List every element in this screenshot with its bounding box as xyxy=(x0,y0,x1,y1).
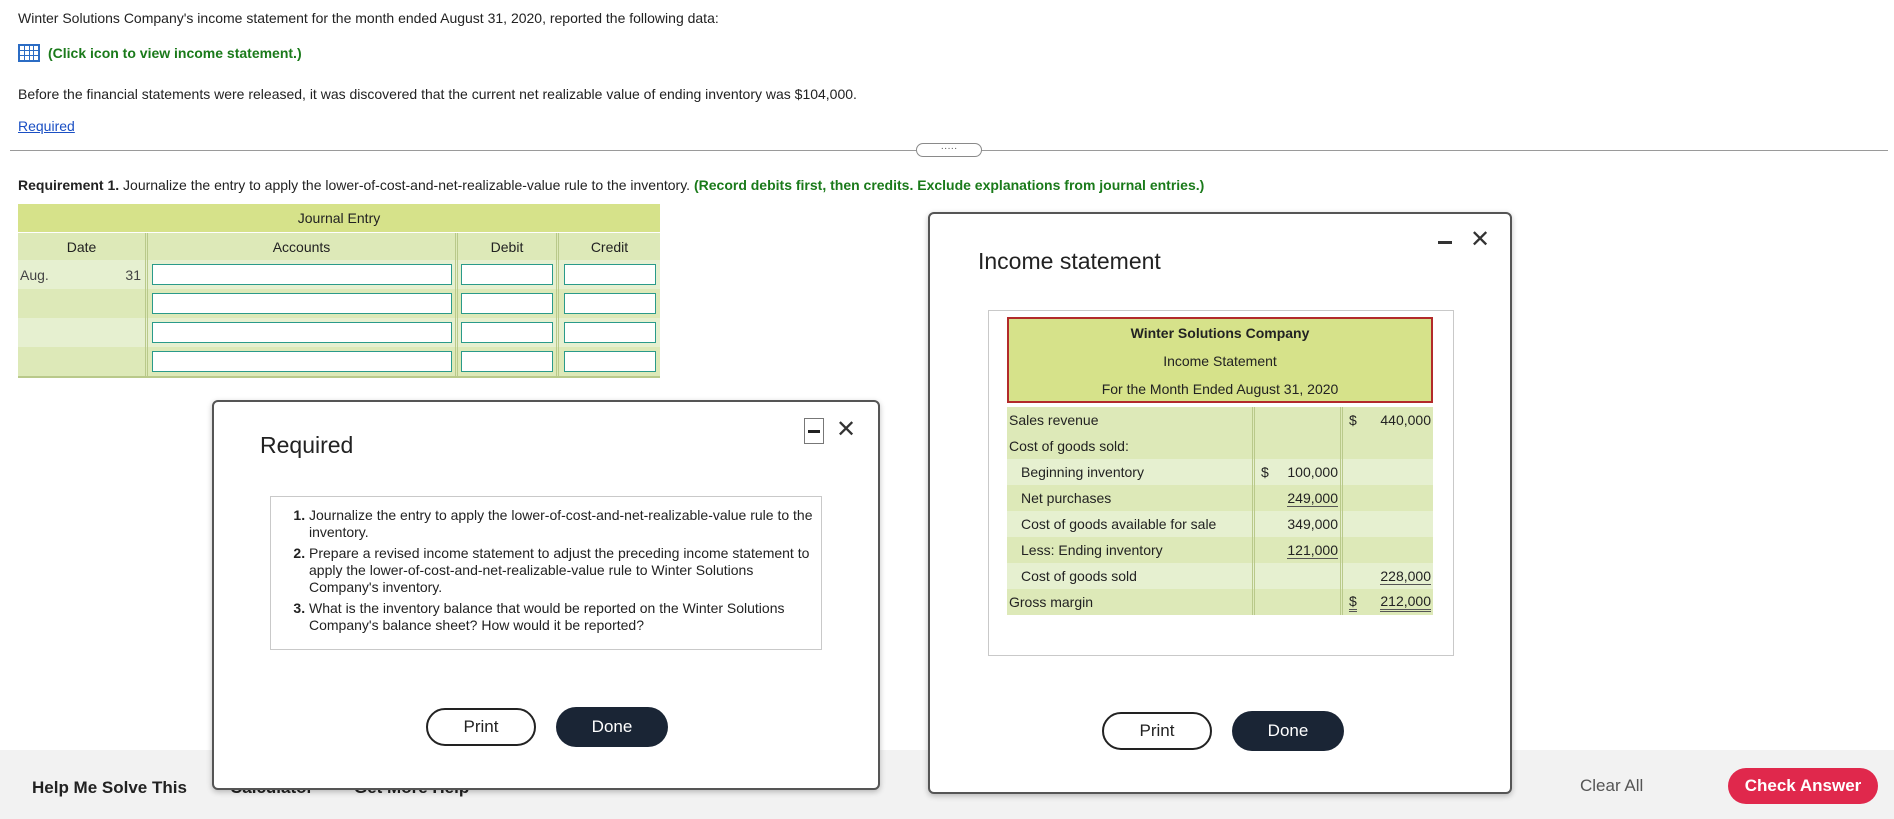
mid-cell xyxy=(1255,589,1343,615)
value: 349,000 xyxy=(1287,516,1338,532)
accounts-cell xyxy=(148,347,458,376)
header-debit: Debit xyxy=(458,233,559,260)
journal-row xyxy=(18,260,660,289)
header-credit: Credit xyxy=(590,239,629,255)
date-cell xyxy=(18,289,148,318)
done-button[interactable]: Done xyxy=(1232,711,1344,751)
income-statement-table xyxy=(988,310,1454,656)
date-cell xyxy=(18,260,148,289)
currency: $ xyxy=(1349,593,1357,612)
table-row xyxy=(1007,589,1433,615)
journal-entry-table xyxy=(18,204,660,378)
debit-input[interactable] xyxy=(461,293,553,314)
credit-input[interactable] xyxy=(564,264,656,285)
table-icon[interactable] xyxy=(18,44,40,62)
value: 228,000 xyxy=(1380,567,1431,584)
mid-cell xyxy=(1255,459,1343,485)
income-statement-link[interactable] xyxy=(18,44,302,62)
requirement-item: 3. What is the inventory balance that would be reported on the Winter Solutions Company's balance sheet? How would it be reported? xyxy=(309,600,813,634)
debit-input[interactable] xyxy=(461,351,553,372)
debit-cell xyxy=(458,260,559,289)
right-cell xyxy=(1343,589,1433,615)
credit-input[interactable] xyxy=(564,293,656,314)
required-link[interactable]: Required xyxy=(18,118,75,134)
help-me-solve-button[interactable]: Help Me Solve This xyxy=(32,778,187,797)
print-button[interactable]: Print xyxy=(1102,712,1212,750)
done-button[interactable]: Done xyxy=(556,707,668,747)
value: 249,000 xyxy=(1287,489,1338,506)
date-day: 31 xyxy=(125,266,141,283)
account-input[interactable] xyxy=(152,264,452,285)
value: 212,000 xyxy=(1380,593,1431,612)
debit-input[interactable] xyxy=(461,322,553,343)
credit-input[interactable] xyxy=(564,322,656,343)
right-cell xyxy=(1343,537,1433,563)
accounts-cell xyxy=(148,318,458,347)
close-icon[interactable]: ✕ xyxy=(836,416,857,443)
credit-cell xyxy=(559,260,660,289)
right-cell xyxy=(1343,407,1433,433)
minimize-icon[interactable] xyxy=(1438,241,1452,244)
account-input[interactable] xyxy=(152,351,452,372)
minimize-button[interactable] xyxy=(804,418,824,444)
mid-cell xyxy=(1255,537,1343,563)
requirement-item: 2. Prepare a revised income statement to adjust the preceding income statement to apply the lower-of-cost-and-net-realizable-value rule to Winter Solutions Company's inventory. xyxy=(309,545,813,596)
table-row xyxy=(1007,459,1433,485)
mid-cell xyxy=(1255,433,1343,459)
check-answer-button[interactable]: Check Answer xyxy=(1728,768,1878,804)
requirement-item: 1. Journalize the entry to apply the lower-of-cost-and-net-realizable-value rule to the inventory. xyxy=(309,507,813,541)
journal-row xyxy=(18,289,660,318)
credit-cell xyxy=(559,318,660,347)
row-label: Less: Ending inventory xyxy=(1007,537,1255,563)
clear-all-button[interactable]: Clear All xyxy=(1580,776,1644,795)
requirement-instruction: (Record debits first, then credits. Exclude explanations from journal entries.) xyxy=(693,177,1205,193)
mid-cell xyxy=(1255,511,1343,537)
print-button[interactable]: Print xyxy=(426,708,536,746)
right-cell xyxy=(1343,563,1433,589)
debit-input[interactable] xyxy=(461,264,553,285)
table-row xyxy=(1007,563,1433,589)
mid-cell xyxy=(1255,563,1343,589)
credit-input[interactable] xyxy=(564,351,656,372)
minimize-icon xyxy=(808,430,820,433)
mid-cell xyxy=(1255,407,1343,433)
currency: $ xyxy=(1349,412,1357,428)
table-row xyxy=(1007,511,1433,537)
row-label: Beginning inventory xyxy=(1007,459,1255,485)
close-icon[interactable]: ✕ xyxy=(1470,226,1491,253)
row-label: Cost of goods sold xyxy=(1007,563,1255,589)
debit-cell xyxy=(458,289,559,318)
currency: $ xyxy=(1261,464,1269,480)
credit-cell xyxy=(559,289,660,318)
requirement-label: Requirement 1. xyxy=(18,177,120,193)
journal-title: Journal Entry xyxy=(18,204,660,232)
table-row xyxy=(1007,537,1433,563)
row-label: Net purchases xyxy=(1007,485,1255,511)
company-name: Winter Solutions Company xyxy=(1130,325,1310,341)
right-cell xyxy=(1343,433,1433,459)
requirement-text: Journalize the entry to apply the lower-of-cost-and-net-realizable-value rule to the inventory. xyxy=(119,177,694,193)
nrv-text: Before the financial statements were released, it was discovered that the current net realizable value of ending inventory was $104,000. xyxy=(18,86,857,102)
journal-row xyxy=(18,347,660,376)
right-cell xyxy=(1343,511,1433,537)
statement-period: For the Month Ended August 31, 2020 xyxy=(1101,381,1339,397)
statement-header xyxy=(1007,317,1433,403)
required-modal-title: Required xyxy=(260,432,354,458)
date-month: Aug. xyxy=(20,266,49,283)
debit-cell xyxy=(458,318,559,347)
accounts-cell xyxy=(148,260,458,289)
value: 440,000 xyxy=(1380,412,1431,428)
row-label: Sales revenue xyxy=(1007,407,1255,433)
value: 100,000 xyxy=(1287,464,1338,480)
header-date: Date xyxy=(18,233,148,260)
accounts-cell xyxy=(148,289,458,318)
debit-cell xyxy=(458,347,559,376)
journal-row xyxy=(18,318,660,347)
income-modal-title: Income statement xyxy=(978,248,1161,274)
value: 121,000 xyxy=(1287,541,1338,558)
date-cell xyxy=(18,318,148,347)
icon-link-text[interactable]: (Click icon to view income statement.) xyxy=(48,45,302,61)
row-label: Gross margin xyxy=(1007,589,1255,615)
row-label: Cost of goods available for sale xyxy=(1007,511,1255,537)
statement-name: Income Statement xyxy=(1163,353,1277,369)
account-input[interactable] xyxy=(152,322,452,343)
header-accounts: Accounts xyxy=(148,233,458,260)
table-row xyxy=(1007,433,1433,459)
required-modal xyxy=(212,400,880,790)
requirements-list xyxy=(270,496,822,650)
right-cell xyxy=(1343,485,1433,511)
table-row xyxy=(1007,407,1433,433)
credit-cell xyxy=(559,347,660,376)
table-row xyxy=(1007,485,1433,511)
account-input[interactable] xyxy=(152,293,452,314)
right-cell xyxy=(1343,459,1433,485)
mid-cell xyxy=(1255,485,1343,511)
requirement-1 xyxy=(18,177,1204,193)
row-label: Cost of goods sold: xyxy=(1007,433,1255,459)
date-cell xyxy=(18,347,148,376)
income-statement-modal xyxy=(928,212,1512,794)
intro-text: Winter Solutions Company's income statement for the month ended August 31, 2020, reported the following data: xyxy=(18,10,719,26)
journal-header xyxy=(18,232,660,260)
journal-bottom-border xyxy=(18,376,660,378)
divider-handle[interactable]: ····· xyxy=(916,143,982,157)
